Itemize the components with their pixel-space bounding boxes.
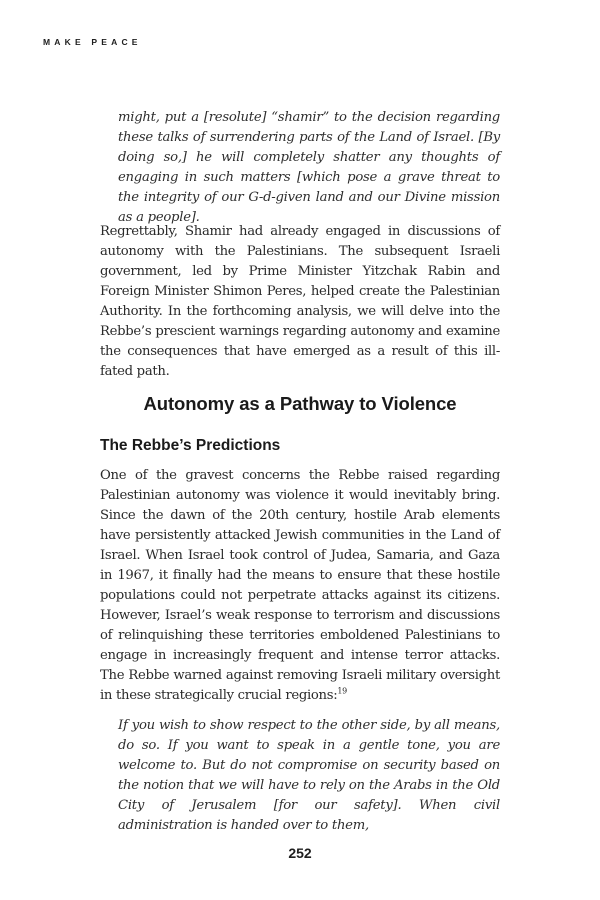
block-quote-security: If you wish to show respect to the other side, by all means, do so. If you want to speak in a gentle tone, you are welcome to. But do not compromise on security based on the notion that we will have to rely on the Arabs in the Old City of Jerusalem [for our safety]. When civil administration is handed over to them,: [118, 718, 500, 833]
subsection-title: The Rebbe’s Predictions: [100, 437, 281, 454]
page-number: 252: [288, 845, 312, 861]
running-head: MAKE PEACE: [43, 37, 142, 47]
body-paragraph-gravest-concerns: [100, 466, 500, 706]
section-title: Autonomy as a Pathway to Violence: [143, 393, 457, 414]
block-quote-shamir: might, put a [resolute] “shamir” to the decision regarding these talks of surrendering parts of the Land of Israel. [By doing so,] he will completely shatter any thoughts of engaging in such matters [which pose a grave threat to the integrity of our G-d-given land and our Divine mission as a people].: [118, 110, 500, 225]
paragraph-text: One of the gravest concerns the Rebbe raised regarding Palestinian autonomy was violence it would inevitably bring. Since the dawn of the 20th century, hostile Arab elements have persistently attacked Jewish communities in the Land of Israel. When Israel took control of Judea, Samaria, and Gaza in 1967, it finally had the means to ensure that these hostile populations could not perpetrate attacks against its citizens. However, Israel’s weak response to terrorism and discussions of relinquishing these territories emboldened Palestinians to engage in increasingly frequent and intense terror attacks. The Rebbe warned against removing Israeli military oversight in these strategically crucial regions:: [100, 468, 500, 703]
body-paragraph-regrettably: Regrettably, Shamir had already engaged in discussions of autonomy with the Palestinians. The subsequent Israeli government, led by Prime Minister Yitzchak Rabin and Foreign Minister Shimon Peres, helped create the Palestinian Authority. In the forthcoming analysis, we will delve into the Rebbe’s prescient warnings regarding autonomy and examine the consequences that have emerged as a result of this ill-fated path.: [100, 224, 500, 379]
footnote-reference[interactable]: 19: [337, 686, 347, 696]
